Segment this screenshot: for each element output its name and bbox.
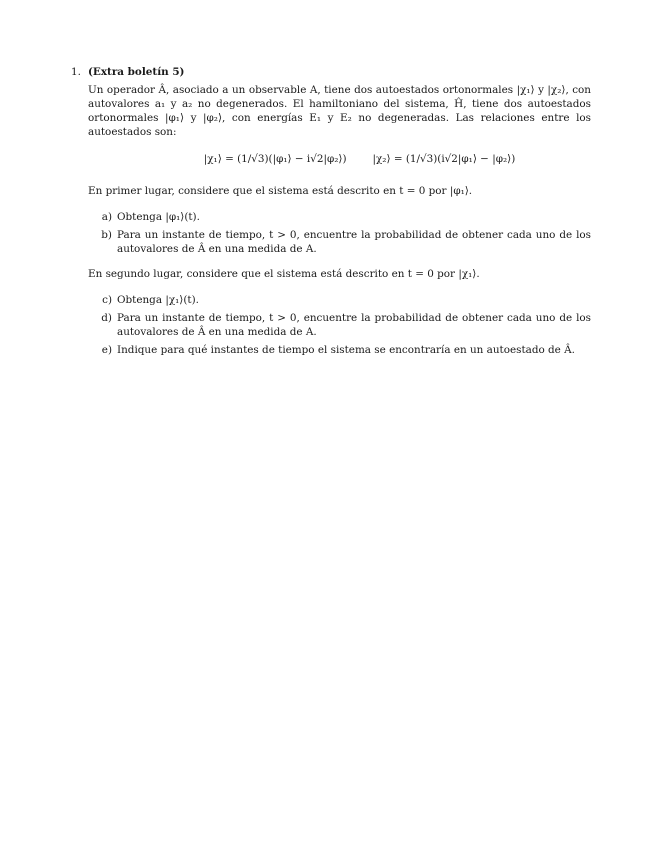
list-item (88, 343, 591, 357)
part2-text: En segundo lugar, considere que el sistema está descrito en t = 0 por |χ₁⟩. (88, 268, 480, 280)
item-text: Para un instante de tiempo, t > 0, encuentre la probabilidad de obtener cada uno de los autovalores de Â en una medida de A. (117, 229, 591, 255)
part1-items (88, 210, 591, 256)
item-label: e) (101, 344, 112, 356)
item-text: Obtenga |χ₁⟩(t). (117, 294, 199, 306)
problem-number: 1. (71, 66, 81, 78)
problem-intro: Un operador Â, asociado a un observable A, tiene dos autoestados ortonormales |χ₁⟩ y |χ₂⟩, con autovalores a₁ y a₂ no degenerados. El hamiltoniano del sistema, Ĥ, tiene dos autoestados ortonormales |φ₁⟩ y |φ₂⟩, con energías E₁ y E₂ no degeneradas. Las relaciones entre los autoestados son: (88, 84, 591, 138)
item-text: Indique para qué instantes de tiempo el sistema se encontraría en un autoestado de Â. (117, 344, 575, 356)
item-text: Para un instante de tiempo, t > 0, encuentre la probabilidad de obtener cada uno de los autovalores de Â en una medida de A. (117, 312, 591, 338)
problem-body (88, 83, 591, 357)
problem-title: (Extra boletín 5) (88, 66, 185, 78)
item-label: b) (101, 229, 112, 241)
item-label: c) (102, 294, 112, 306)
equation-line (128, 143, 591, 175)
equation-chi1: |χ₁⟩ = (1/√3)(|φ₁⟩ − i√2|φ₂⟩) (203, 153, 347, 165)
item-text: Obtenga |φ₁⟩(t). (117, 211, 200, 223)
item-label: d) (101, 312, 112, 324)
list-item (88, 293, 591, 307)
part1-text: En primer lugar, considere que el sistema está descrito en t = 0 por |φ₁⟩. (88, 185, 473, 197)
list-item (88, 311, 591, 339)
problem-1 (71, 65, 591, 368)
list-item (88, 228, 591, 256)
problem-header (71, 65, 591, 79)
item-label: a) (101, 211, 112, 223)
equation-chi2: |χ₂⟩ = (1/√3)(i√2|φ₁⟩ − |φ₂⟩) (372, 153, 516, 165)
part2-items (88, 293, 591, 357)
list-item (88, 210, 591, 224)
